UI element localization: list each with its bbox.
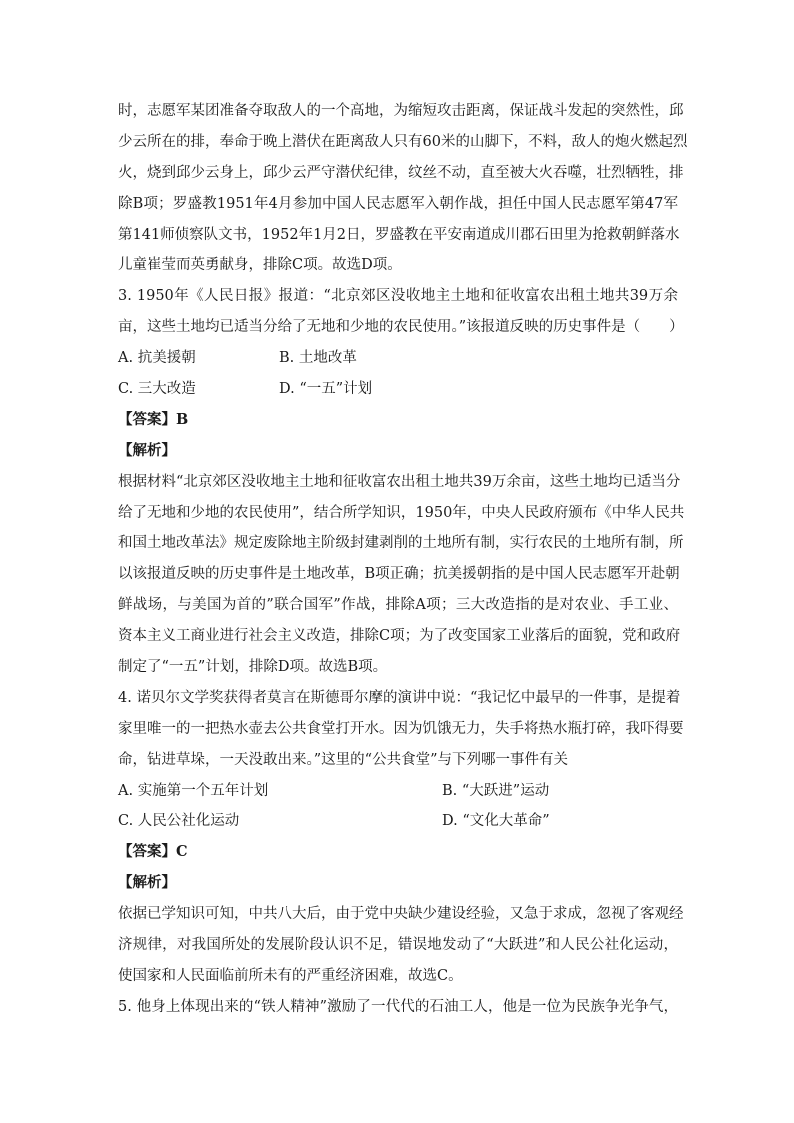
analysis-label: 【解析】 — [118, 441, 176, 459]
option-row — [118, 374, 678, 405]
analysis-label: 【解析】 — [118, 874, 176, 892]
option-a: A. 抗美援朝 — [118, 350, 196, 367]
paragraph-line: 使国家和人民面临前所未有的严重经济困难，故选C。 — [118, 967, 463, 984]
analysis-text — [118, 467, 685, 683]
question-4 — [118, 683, 684, 992]
option-c: C. 三大改造 — [118, 381, 196, 398]
option-row — [118, 806, 678, 837]
previous-analysis-continuation — [118, 96, 688, 281]
option-row — [118, 343, 678, 374]
paragraph-line: 资本主义工商业进行社会主义改造，排除C项；为了改变国家工业落后的面貌，党和政府 — [118, 628, 681, 645]
option-d: D. “一五”计划 — [279, 381, 373, 398]
question-stem-line: 命，钻进草垛，一天没敢出来。”这里的“公共食堂”与下列哪一事件有关 — [118, 751, 568, 768]
page-content — [118, 96, 688, 1023]
paragraph-line: 和国土地改革法》规定废除地主阶级封建剥削的土地所有制，实行农民的土地所有制，所 — [118, 535, 684, 552]
option-c: C. 人民公社化运动 — [118, 813, 240, 830]
option-b: B. 土地改革 — [279, 350, 357, 367]
paragraph-line: 根据材料“北京郊区没收地主土地和征收富农出租土地共39万余亩，这些土地均已适当分 — [118, 473, 681, 490]
question-stem-line: 3. 1950年《人民日报》报道：“北京郊区没收地主土地和征收富农出租土地共39万余 — [118, 288, 678, 305]
option-b: B. “大跃进”运动 — [442, 782, 550, 799]
question-3 — [118, 281, 685, 683]
answer-label: 【答案】B — [118, 410, 189, 428]
paragraph-line: 济规律，对我国所处的发展阶段认识不足，错误地发动了“大跃进”和人民公社化运动， — [118, 937, 678, 954]
question-stem-line: 家里唯一的一把热水壶去公共食堂打开水。因为饥饿无力，失手将热水瓶打碎，我吓得要 — [118, 720, 684, 737]
question-5 — [118, 992, 678, 1023]
answer-label: 【答案】C — [118, 843, 188, 861]
question-stem-line: 5. 他身上体现出来的“铁人精神”激励了一代代的石油工人，他是一位为民族争光争气， — [118, 998, 678, 1015]
paragraph-line: 制定了“一五”计划，排除D项。故选B项。 — [118, 659, 388, 676]
paragraph-line: 以该报道反映的历史事件是土地改革，B项正确；抗美援朝指的是中国人民志愿军开赴朝 — [118, 566, 680, 583]
paragraph-line: 给了无地和少地的农民使用”，结合所学知识，1950年，中央人民政府颁布《中华人民共 — [118, 504, 685, 521]
paragraph-line: 时，志愿军某团准备夺取敌人的一个高地，为缩短攻击距离，保证战斗发起的突然性，邱 — [118, 103, 684, 119]
paragraph-line: 儿童崔莹而英勇献身，排除C项。故选D项。 — [118, 257, 402, 274]
analysis-text — [118, 899, 684, 992]
paragraph-line: 火，烧到邱少云身上，邱少云严守潜伏纪律，纹丝不动，直至被大火吞噬，壮烈牺牲，排 — [118, 164, 684, 181]
option-d: D. “文化大革命” — [442, 813, 550, 830]
paragraph-line: 依据已学知识可知，中共八大后，由于党中央缺少建设经验，又急于求成，忽视了客观经 — [118, 906, 684, 923]
paragraph-line: 鲜战场，与美国为首的”联合国军”作战，排除A项；三大改造指的是对农业、手工业、 — [118, 597, 678, 614]
option-row — [118, 776, 678, 807]
option-a: A. 实施第一个五年计划 — [118, 782, 269, 799]
paragraph-line: 第141师侦察队文书，1952年1月2日，罗盛教在平安南道成川郡石田里为抢救朝鲜落水 — [118, 226, 680, 243]
paragraph-line: 少云所在的排，奉命于晚上潜伏在距离敌人只有60米的山脚下，不料，敌人的炮火燃起烈 — [118, 133, 688, 150]
question-stem-line: 亩，这些土地均已适当分给了无地和少地的农民使用。”该报道反映的历史事件是（ ） — [118, 319, 684, 336]
question-stem-line: 4. 诺贝尔文学奖获得者莫言在斯德哥尔摩的演讲中说：“我记忆中最早的一件事，是提着 — [118, 689, 681, 706]
paragraph-line: 除B项；罗盛教1951年4月参加中国人民志愿军入朝作战，担任中国人民志愿军第47军 — [118, 195, 678, 212]
